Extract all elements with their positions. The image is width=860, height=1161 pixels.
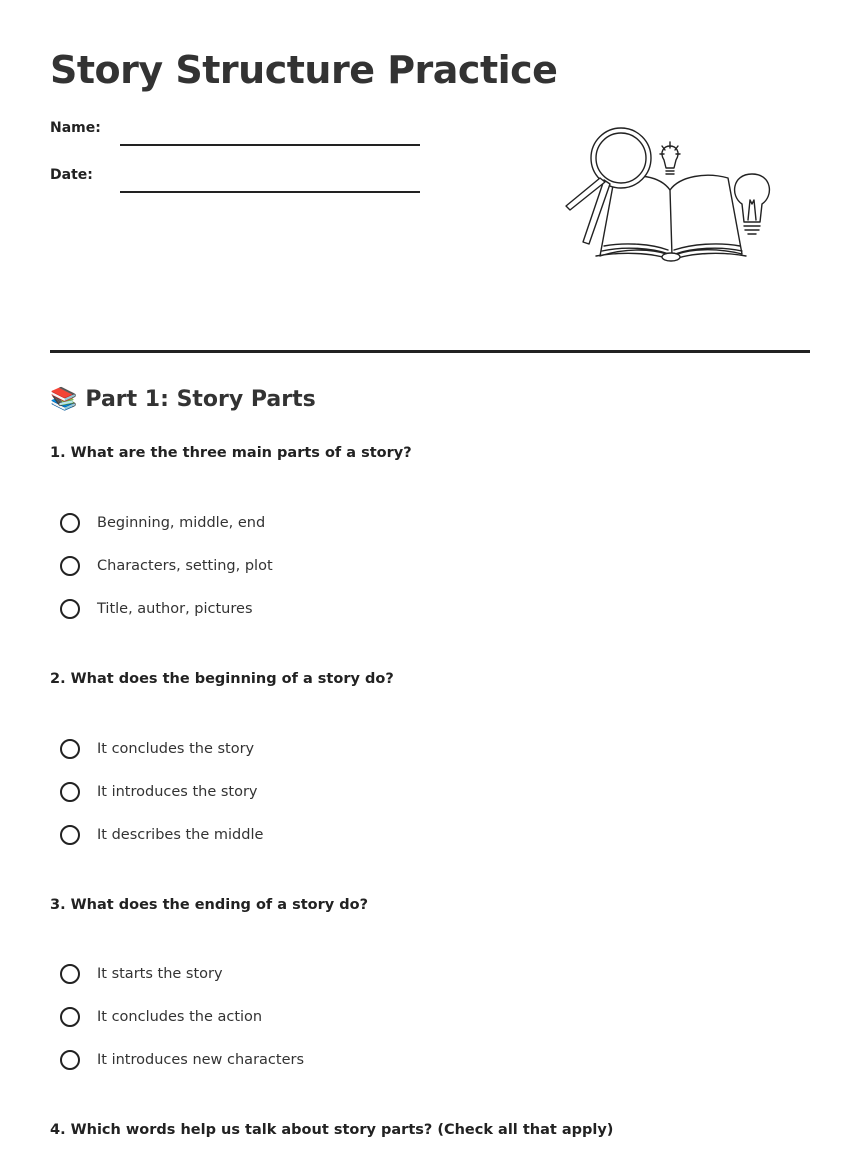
date-label: Date: bbox=[50, 167, 93, 183]
book-magnifier-lightbulb-icon bbox=[556, 120, 778, 268]
radio-button[interactable] bbox=[60, 556, 80, 576]
question-3: 3. What does the ending of a story do? bbox=[50, 897, 369, 913]
section-heading-part1 bbox=[50, 387, 316, 412]
q2-option-3[interactable] bbox=[60, 823, 263, 847]
option-label: Characters, setting, plot bbox=[97, 558, 273, 574]
radio-button[interactable] bbox=[60, 1050, 80, 1070]
section-divider bbox=[50, 350, 810, 353]
option-label: It introduces new characters bbox=[97, 1052, 305, 1068]
q3-option-1[interactable] bbox=[60, 962, 223, 986]
date-field bbox=[50, 163, 430, 193]
radio-button[interactable] bbox=[60, 782, 80, 802]
q2-option-1[interactable] bbox=[60, 737, 254, 761]
radio-button[interactable] bbox=[60, 599, 80, 619]
q1-option-1[interactable] bbox=[60, 511, 265, 535]
radio-button[interactable] bbox=[60, 1007, 80, 1027]
section-heading-text: Part 1: Story Parts bbox=[85, 387, 316, 412]
radio-button[interactable] bbox=[60, 964, 80, 984]
name-label: Name: bbox=[50, 120, 101, 136]
q1-option-3[interactable] bbox=[60, 597, 253, 621]
name-input-line[interactable] bbox=[120, 144, 420, 146]
q3-option-3[interactable] bbox=[60, 1048, 304, 1072]
date-input-line[interactable] bbox=[120, 191, 420, 193]
question-4: 4. Which words help us talk about story parts? (Check all that apply) bbox=[50, 1122, 614, 1138]
q2-option-2[interactable] bbox=[60, 780, 258, 804]
page-title: Story Structure Practice bbox=[50, 48, 558, 92]
option-label: It introduces the story bbox=[97, 784, 258, 800]
radio-button[interactable] bbox=[60, 513, 80, 533]
question-1: 1. What are the three main parts of a story? bbox=[50, 445, 412, 461]
option-label: Title, author, pictures bbox=[97, 601, 253, 617]
option-label: It concludes the story bbox=[97, 741, 255, 757]
name-field bbox=[50, 116, 430, 146]
option-label: Beginning, middle, end bbox=[97, 515, 266, 531]
question-2: 2. What does the beginning of a story do? bbox=[50, 671, 394, 687]
option-label: It concludes the action bbox=[97, 1009, 263, 1025]
option-label: It describes the middle bbox=[97, 827, 264, 843]
q3-option-2[interactable] bbox=[60, 1005, 262, 1029]
radio-button[interactable] bbox=[60, 825, 80, 845]
books-icon: 📚 bbox=[50, 387, 78, 412]
radio-button[interactable] bbox=[60, 739, 80, 759]
q1-option-2[interactable] bbox=[60, 554, 273, 578]
option-label: It starts the story bbox=[97, 966, 223, 982]
